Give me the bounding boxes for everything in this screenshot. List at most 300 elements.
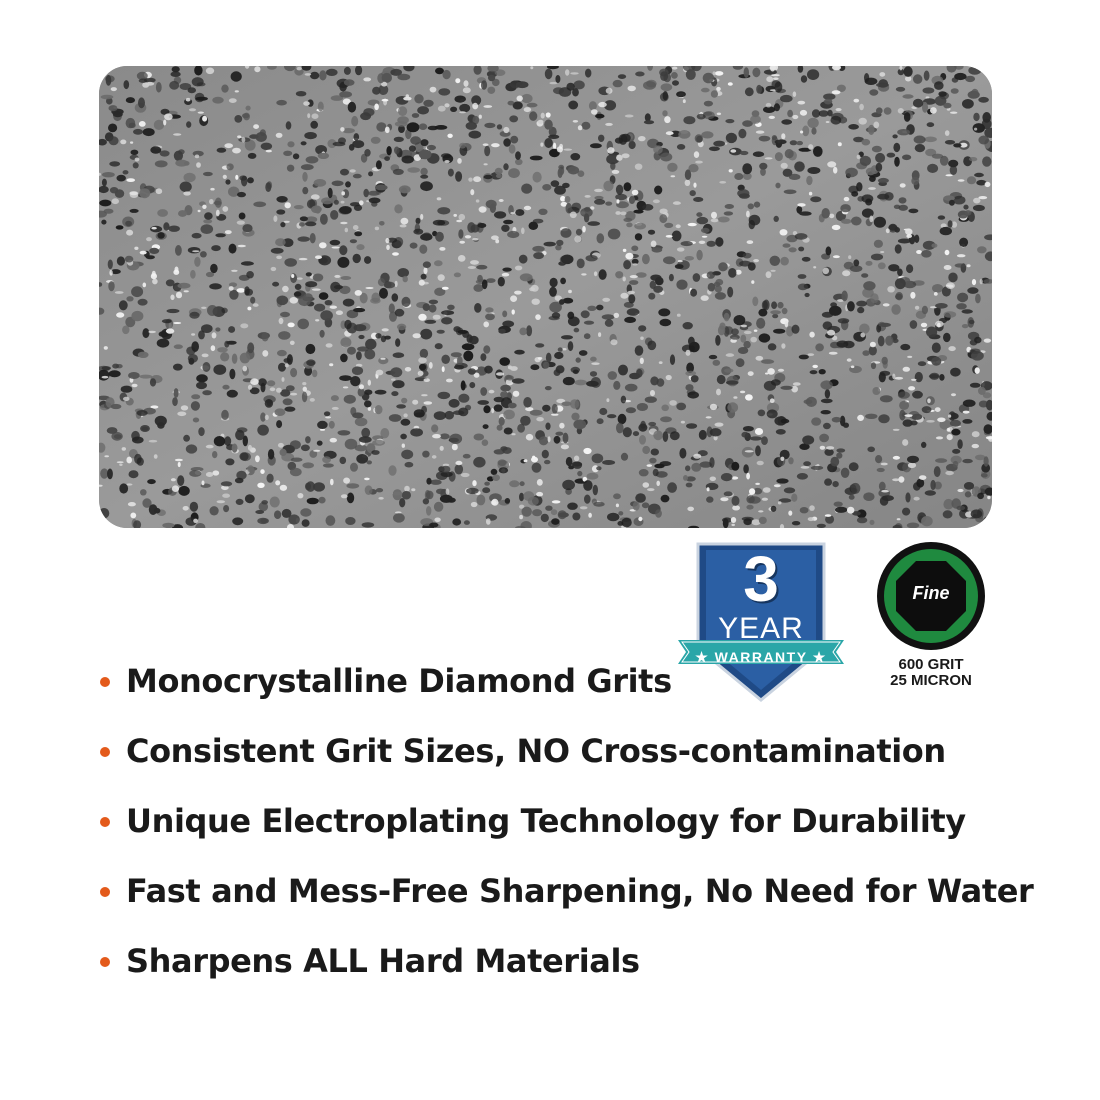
grit-grain <box>987 496 990 500</box>
grit-grain <box>318 102 324 112</box>
grit-grain <box>397 324 406 331</box>
grit-grain <box>364 400 372 407</box>
grit-grain <box>573 370 579 375</box>
grit-grain <box>485 313 495 320</box>
grit-grain <box>629 196 635 204</box>
grit-grain <box>319 242 327 248</box>
grit-grain <box>551 414 559 416</box>
grit-grain <box>173 364 183 371</box>
grit-grain <box>139 188 150 198</box>
grit-grain <box>498 277 505 287</box>
grit-grain <box>696 212 702 217</box>
grit-grain <box>906 264 913 273</box>
grit-grain <box>429 300 438 305</box>
grit-grain <box>388 465 396 476</box>
grit-grain <box>545 423 550 430</box>
grit-grain <box>413 229 423 235</box>
grit-grain <box>196 162 201 168</box>
grit-grain <box>545 506 552 511</box>
grit-grain <box>294 292 302 297</box>
grit-grain <box>479 115 482 119</box>
grit-grain <box>318 497 325 504</box>
grit-grain <box>477 400 489 405</box>
grit-grain <box>654 186 662 195</box>
grit-grain <box>732 496 740 506</box>
grit-grain <box>344 395 356 404</box>
grit-grain <box>683 116 695 124</box>
grit-grain <box>186 444 197 453</box>
grit-grain <box>337 257 349 268</box>
grit-grain <box>542 405 550 412</box>
grit-grain <box>798 284 808 291</box>
grit-grain <box>881 490 889 493</box>
grit-grain <box>949 200 955 206</box>
grit-grain <box>515 266 522 271</box>
grit-grain <box>139 121 146 127</box>
grit-grain <box>654 464 664 469</box>
grit-grain <box>900 344 910 350</box>
grit-grain <box>280 312 290 317</box>
grit-grain <box>891 304 900 315</box>
grit-grain <box>832 90 841 94</box>
grit-grain <box>357 346 369 351</box>
grit-grain <box>573 80 584 89</box>
grit-grain <box>726 133 737 143</box>
grit-grain <box>290 468 302 477</box>
grit-grain <box>667 163 677 172</box>
grit-grain <box>276 420 282 428</box>
grit-grain <box>740 391 745 394</box>
grit-grain <box>368 191 379 196</box>
grit-grain <box>529 222 539 230</box>
grit-grain <box>183 506 189 511</box>
grit-grain <box>592 454 604 464</box>
grit-grain <box>561 228 572 238</box>
grit-grain <box>440 446 444 451</box>
grit-grain <box>421 139 429 146</box>
grit-grain <box>112 364 119 369</box>
grit-grain <box>229 286 234 291</box>
grit-grain <box>781 119 792 124</box>
grit-grain <box>873 122 879 129</box>
grit-grain <box>401 450 413 460</box>
grit-grain <box>354 324 367 331</box>
grit-grain <box>875 153 885 163</box>
grit-grain <box>365 287 373 289</box>
grit-grain <box>742 163 752 174</box>
grit-grain <box>857 415 864 421</box>
grit-grain <box>811 128 816 135</box>
grit-grain <box>906 234 912 238</box>
grit-grain <box>632 190 639 196</box>
grit-grain <box>591 109 598 115</box>
grit-grain <box>605 123 613 126</box>
grit-grain <box>769 116 775 119</box>
grit-grain <box>751 280 754 284</box>
grit-grain <box>305 222 316 227</box>
grit-grain <box>164 113 173 120</box>
grit-grain <box>253 303 259 307</box>
grit-grain <box>602 460 615 465</box>
grit-grain <box>715 285 722 292</box>
grit-grain <box>485 307 493 312</box>
grit-grain <box>510 136 518 144</box>
grit-grain <box>265 182 271 192</box>
grit-grain <box>330 282 340 293</box>
grit-grain <box>189 108 196 111</box>
grit-grain <box>437 207 450 214</box>
grit-grain <box>496 372 504 376</box>
grit-grain <box>579 350 588 356</box>
grit-grain <box>771 506 777 512</box>
grit-grain <box>354 205 362 211</box>
grit-grain <box>832 417 842 423</box>
grit-grain <box>605 319 614 327</box>
grit-grain <box>195 155 199 159</box>
grit-grain <box>591 362 599 365</box>
grit-grain <box>672 67 677 70</box>
grit-grain <box>618 511 623 515</box>
grit-grain <box>644 120 654 124</box>
grit-grain <box>895 294 902 300</box>
grit-grain <box>131 431 140 441</box>
grit-grain <box>123 397 130 401</box>
grit-grain <box>131 150 139 155</box>
grit-grain <box>455 171 462 182</box>
grit-grain <box>436 489 445 495</box>
grit-grain <box>99 200 111 207</box>
grit-grain <box>333 142 346 147</box>
grit-grain <box>151 273 157 279</box>
grit-grain <box>477 495 486 506</box>
grit-grain <box>708 283 715 292</box>
grit-grain <box>343 299 355 307</box>
grit-grain <box>138 299 148 306</box>
grit-grain <box>119 464 122 466</box>
grit-grain <box>763 487 771 493</box>
grit-grain <box>653 199 660 203</box>
grit-grain <box>892 134 897 138</box>
grit-grain <box>266 150 272 153</box>
grit-grain <box>473 284 483 292</box>
grit-grain <box>140 489 147 495</box>
grit-grain <box>594 189 603 192</box>
grit-grain <box>984 339 991 343</box>
grit-grain <box>842 270 850 276</box>
grit-grain <box>879 372 886 382</box>
grit-grain <box>330 306 337 309</box>
grit-grain <box>951 393 956 396</box>
grit-grain <box>431 424 438 432</box>
grit-grain <box>198 112 204 114</box>
grit-grain <box>737 189 749 197</box>
grit-grain <box>345 181 351 187</box>
grit-grain <box>884 107 892 114</box>
grit-grain <box>930 480 935 490</box>
grit-grain <box>364 390 372 395</box>
grit-grain <box>174 344 183 349</box>
grit-grain <box>438 274 445 281</box>
grit-grain <box>126 230 133 236</box>
grit-grain <box>435 232 444 242</box>
grit-grain <box>688 337 695 346</box>
grit-grain <box>796 141 803 145</box>
grit-grain <box>841 468 850 478</box>
grit-grain <box>170 295 174 301</box>
grit-grain <box>629 280 638 285</box>
grit-grain <box>380 428 389 438</box>
grit-grain <box>389 414 402 422</box>
grit-grain <box>526 325 532 336</box>
grit-grain <box>971 89 979 99</box>
grit-grain <box>621 518 631 527</box>
grit-grain <box>530 410 543 416</box>
grit-grain <box>789 247 797 252</box>
grit-grain <box>732 505 740 510</box>
grit-grain <box>811 417 821 425</box>
grit-grain <box>160 150 170 156</box>
grit-grain <box>455 96 466 103</box>
grit-grain <box>503 410 515 420</box>
grit-grain <box>267 380 275 386</box>
grit-grain <box>116 312 124 317</box>
grit-grain <box>484 482 490 486</box>
grit-grain <box>797 203 805 207</box>
grit-grain <box>232 354 238 364</box>
grit-grain <box>773 77 779 80</box>
grit-grain <box>189 358 195 365</box>
grit-grain <box>507 231 519 238</box>
grit-grain <box>982 156 991 166</box>
grit-grain <box>192 233 202 239</box>
grit-grain <box>597 233 605 243</box>
grit-grain <box>574 456 579 462</box>
grit-grain <box>659 214 667 223</box>
grit-grain <box>491 235 499 240</box>
grit-grain <box>647 488 654 491</box>
grit-grain <box>594 199 605 205</box>
grit-grain <box>340 457 347 464</box>
grit-grain <box>247 177 254 183</box>
grit-grain <box>972 444 979 448</box>
grit-grain <box>472 103 478 110</box>
grit-grain <box>548 436 551 442</box>
grit-grain <box>939 374 944 381</box>
grit-grain <box>756 131 765 134</box>
grit-grain <box>423 100 433 107</box>
grit-grain <box>491 469 498 475</box>
grit-grain <box>567 503 578 510</box>
grit-grain <box>774 484 781 487</box>
grit-grain <box>566 457 573 466</box>
grit-grain <box>311 206 322 214</box>
grit-grain <box>140 375 153 379</box>
grit-grain <box>458 330 468 334</box>
grit-grain <box>209 283 222 289</box>
grit-grain <box>407 167 420 173</box>
grit-grain <box>282 377 285 382</box>
grit-grain <box>578 125 583 130</box>
grit-grain <box>154 508 161 514</box>
grit-grain <box>172 66 180 72</box>
grit-grain <box>797 473 808 480</box>
grit-grain <box>108 124 117 133</box>
grit-grain <box>750 436 762 440</box>
grit-grain <box>900 183 906 187</box>
grit-grain <box>142 427 149 431</box>
grit-grain <box>758 510 763 512</box>
grit-grain <box>621 453 628 461</box>
grit-grain <box>865 78 878 85</box>
grit-grain <box>642 254 650 264</box>
grit-grain <box>301 141 307 145</box>
grit-grain <box>409 145 416 151</box>
grit-grain <box>106 75 112 86</box>
grit-grain <box>764 70 777 75</box>
grit-grain <box>788 511 792 516</box>
grit-grain <box>332 181 344 187</box>
grit-grain <box>969 157 977 161</box>
grit-grain <box>372 87 381 95</box>
grit-grain <box>915 144 925 152</box>
grit-size: 600 GRIT <box>898 656 964 673</box>
grit-grain <box>296 91 307 96</box>
grit-grain <box>419 280 425 286</box>
grit-grain <box>710 477 716 482</box>
grit-grain <box>860 156 871 166</box>
grit-grain <box>476 199 480 202</box>
grit-grain <box>238 245 246 247</box>
grit-grain <box>285 364 289 368</box>
grit-grain <box>787 110 793 118</box>
grit-grain <box>355 418 368 427</box>
grit-grain <box>841 291 847 302</box>
grit-grain <box>157 339 170 348</box>
grit-grain <box>736 358 745 367</box>
grit-grain <box>302 462 314 468</box>
grit-grain <box>563 377 575 385</box>
grit-grain <box>676 403 686 411</box>
grit-grain <box>424 267 428 274</box>
grit-grain <box>484 123 495 128</box>
grit-grain <box>899 401 909 410</box>
grit-grain <box>474 434 485 441</box>
grit-grain <box>385 127 390 134</box>
grit-grain <box>364 256 371 264</box>
grit-grain <box>339 206 352 214</box>
grit-grain <box>650 376 658 385</box>
grit-grain <box>572 513 580 521</box>
grit-grain <box>278 331 290 340</box>
grit-grain <box>128 372 140 379</box>
grit-grain <box>361 428 370 438</box>
grit-grain <box>271 267 277 271</box>
grit-grain <box>622 153 630 158</box>
grit-grain <box>129 470 139 478</box>
grit-grain <box>150 146 161 154</box>
grit-grain <box>921 323 927 328</box>
grit-grain <box>363 77 371 81</box>
grit-grain <box>201 307 206 309</box>
grit-grain <box>109 105 118 111</box>
grit-grain <box>353 254 361 263</box>
grit-grain <box>432 455 437 459</box>
grit-grain <box>793 91 797 97</box>
grit-grain <box>394 147 400 155</box>
grit-grain <box>280 449 287 456</box>
grit-grain <box>133 129 143 135</box>
grit-grain <box>877 194 889 200</box>
grit-grain <box>246 271 254 278</box>
grit-grain <box>542 184 551 191</box>
grit-grain <box>420 329 432 340</box>
grit-grain <box>347 347 356 355</box>
grit-grain <box>663 91 668 100</box>
grit-grain <box>315 319 319 321</box>
grit-grain <box>947 428 950 432</box>
grit-grain <box>313 450 320 452</box>
grit-grain <box>943 510 953 518</box>
grit-grain <box>521 228 525 235</box>
grit-grain <box>576 357 581 362</box>
grit-grain <box>222 206 228 212</box>
grit-grain <box>862 194 874 202</box>
grit-grain <box>872 387 880 395</box>
grit-grain <box>398 106 407 116</box>
grit-grain <box>568 316 580 326</box>
grit-grain <box>713 360 721 366</box>
grit-grain <box>239 452 248 460</box>
grit-grain <box>304 132 317 139</box>
grit-grain <box>176 292 182 299</box>
grit-grain <box>504 428 513 435</box>
grit-grain <box>397 268 409 277</box>
grit-grain <box>382 99 389 102</box>
grit-grain <box>284 258 297 267</box>
grit-grain <box>851 217 862 226</box>
grit-grain <box>677 144 685 150</box>
grit-grain <box>423 261 431 268</box>
grit-grain <box>763 300 770 311</box>
grit-grain <box>305 281 317 287</box>
grit-grain <box>191 394 200 399</box>
bullet-icon <box>100 747 110 757</box>
grit-grain <box>878 336 885 347</box>
grit-grain <box>639 469 649 476</box>
grit-grain <box>819 434 829 443</box>
grit-grain <box>102 172 115 177</box>
grit-grain <box>214 436 225 446</box>
grit-grain <box>227 390 238 398</box>
grit-grain <box>973 113 979 121</box>
grit-grain <box>473 457 485 468</box>
grit-grain <box>459 104 470 112</box>
grit-grain <box>175 245 182 256</box>
grit-grain <box>206 445 214 449</box>
grit-grain <box>934 466 941 477</box>
grit-grain <box>484 163 488 165</box>
grit-grain <box>128 502 136 506</box>
grit-grain <box>354 231 362 236</box>
grit-grain <box>402 491 411 500</box>
grit-grain <box>921 516 933 526</box>
grit-grain <box>241 176 247 187</box>
grit-grain <box>704 101 713 107</box>
grit-grain <box>290 393 297 396</box>
grit-grain <box>729 169 733 172</box>
grit-grain <box>730 149 736 153</box>
grit-grain <box>911 379 917 381</box>
